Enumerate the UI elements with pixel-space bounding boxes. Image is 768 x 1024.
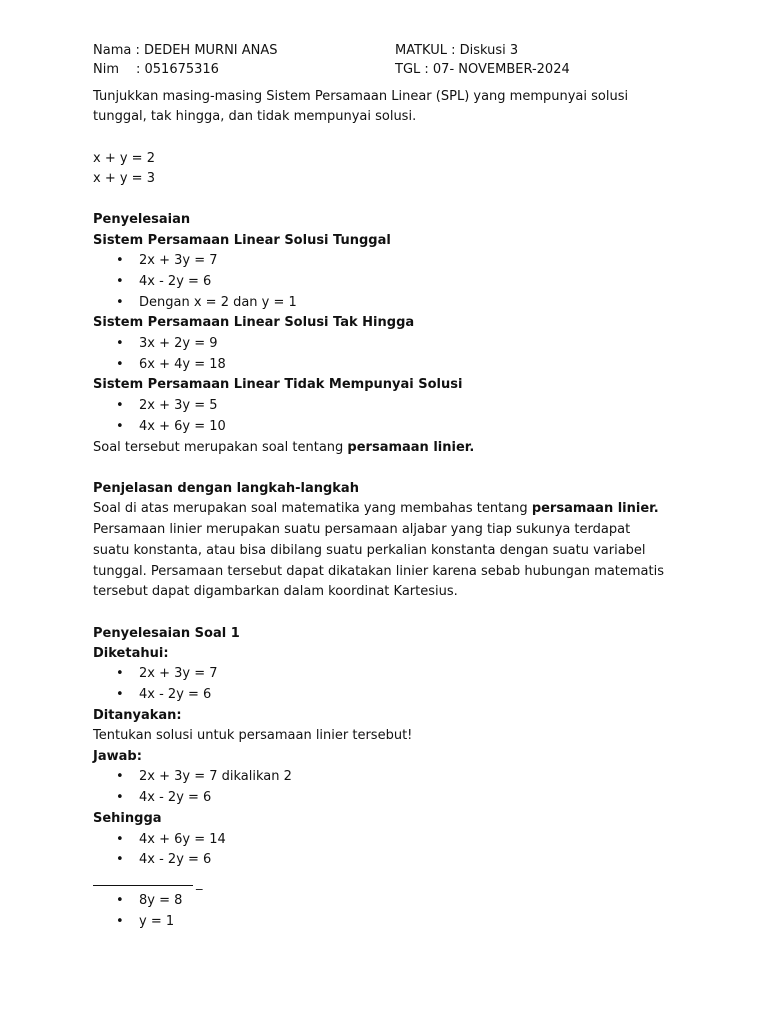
bullet-dot: • bbox=[116, 769, 124, 784]
tunggal-title: Sistem Persamaan Linear Solusi Tunggal bbox=[93, 233, 391, 248]
sehingga-item-2: 4x - 2y = 6 bbox=[139, 852, 212, 867]
tunggal-item-3: Dengan x = 2 dan y = 1 bbox=[139, 295, 297, 310]
soal1-heading: Penyelesaian Soal 1 bbox=[93, 626, 240, 641]
penyelesaian-heading: Penyelesaian bbox=[93, 212, 191, 227]
bullet-dot: • bbox=[116, 914, 124, 929]
takhingga-title: Sistem Persamaan Linear Solusi Tak Hingga bbox=[93, 315, 415, 330]
bullet-dot: • bbox=[116, 687, 124, 702]
bullet-dot: • bbox=[116, 893, 124, 908]
diketahui-item-2: 4x - 2y = 6 bbox=[139, 687, 212, 702]
equation-1: x + y = 2 bbox=[93, 151, 155, 166]
sehingga-label: Sehingga bbox=[93, 811, 162, 826]
takhingga-item-2: 6x + 4y = 18 bbox=[139, 357, 226, 372]
ditanyakan-text: Tentukan solusi untuk persamaan linier tersebut! bbox=[93, 728, 413, 743]
penjelasan-l1-bold: persamaan linier. bbox=[531, 501, 659, 516]
header-matkul: MATKUL : Diskusi 3 bbox=[395, 43, 519, 58]
bullet-dot: • bbox=[116, 357, 124, 372]
bullet-dot: • bbox=[116, 253, 124, 268]
penjelasan-line-5: tersebut dapat digambarkan dalam koordinat Kartesius. bbox=[93, 584, 458, 599]
diketahui-item-1: 2x + 3y = 7 bbox=[139, 666, 218, 681]
tidak-item-1: 2x + 3y = 5 bbox=[139, 398, 218, 413]
closing-line bbox=[93, 440, 474, 456]
sehingga-item-1: 4x + 6y = 14 bbox=[139, 832, 226, 847]
penjelasan-line-1 bbox=[93, 501, 659, 517]
subtraction-sign: _ bbox=[196, 876, 203, 891]
header-nama: Nama : DEDEH MURNI ANAS bbox=[93, 43, 278, 58]
equation-2: x + y = 3 bbox=[93, 171, 155, 186]
takhingga-item-1: 3x + 2y = 9 bbox=[139, 336, 218, 351]
bullet-dot: • bbox=[116, 852, 124, 867]
result-item-1: 8y = 8 bbox=[139, 893, 183, 908]
bullet-dot: • bbox=[116, 274, 124, 289]
closing-bold: persamaan linier. bbox=[347, 440, 475, 455]
header-nim-label: Nim bbox=[93, 62, 119, 77]
bullet-dot: • bbox=[116, 419, 124, 434]
bullet-dot: • bbox=[116, 398, 124, 413]
prompt-line-1: Tunjukkan masing-masing Sistem Persamaan Linear (SPL) yang mempunyai solusi bbox=[93, 89, 629, 104]
bullet-dot: • bbox=[116, 295, 124, 310]
penjelasan-line-3: suatu konstanta, atau bisa dibilang suatu perkalian konstanta dengan suatu variabel bbox=[93, 543, 646, 558]
penjelasan-l1-prefix: Soal di atas merupakan soal matematika yang membahas tentang bbox=[93, 501, 532, 516]
diketahui-label: Diketahui: bbox=[93, 646, 169, 661]
ditanyakan-label: Ditanyakan: bbox=[93, 708, 182, 723]
bullet-dot: • bbox=[116, 336, 124, 351]
closing-prefix: Soal tersebut merupakan soal tentang bbox=[93, 440, 348, 455]
jawab-label: Jawab: bbox=[93, 749, 142, 764]
jawab-item-2: 4x - 2y = 6 bbox=[139, 790, 212, 805]
jawab-item-1: 2x + 3y = 7 dikalikan 2 bbox=[139, 769, 292, 784]
bullet-dot: • bbox=[116, 790, 124, 805]
header-nim-value: : 051675316 bbox=[136, 62, 219, 77]
tidak-item-2: 4x + 6y = 10 bbox=[139, 419, 226, 434]
penjelasan-line-4: tunggal. Persamaan tersebut dapat dikatakan linier karena sebab hubungan matematis bbox=[93, 564, 664, 579]
penjelasan-line-2: Persamaan linier merupakan suatu persamaan aljabar yang tiap sukunya terdapat bbox=[93, 522, 631, 537]
result-item-2: y = 1 bbox=[139, 914, 175, 929]
subtraction-rule bbox=[93, 885, 193, 886]
tunggal-item-2: 4x - 2y = 6 bbox=[139, 274, 212, 289]
header-tgl: TGL : 07- NOVEMBER-2024 bbox=[395, 62, 570, 77]
bullet-dot: • bbox=[116, 832, 124, 847]
tunggal-item-1: 2x + 3y = 7 bbox=[139, 253, 218, 268]
tidak-title: Sistem Persamaan Linear Tidak Mempunyai Solusi bbox=[93, 377, 463, 392]
bullet-dot: • bbox=[116, 666, 124, 681]
penjelasan-heading: Penjelasan dengan langkah-langkah bbox=[93, 481, 359, 496]
prompt-line-2: tunggal, tak hingga, dan tidak mempunyai solusi. bbox=[93, 109, 417, 124]
